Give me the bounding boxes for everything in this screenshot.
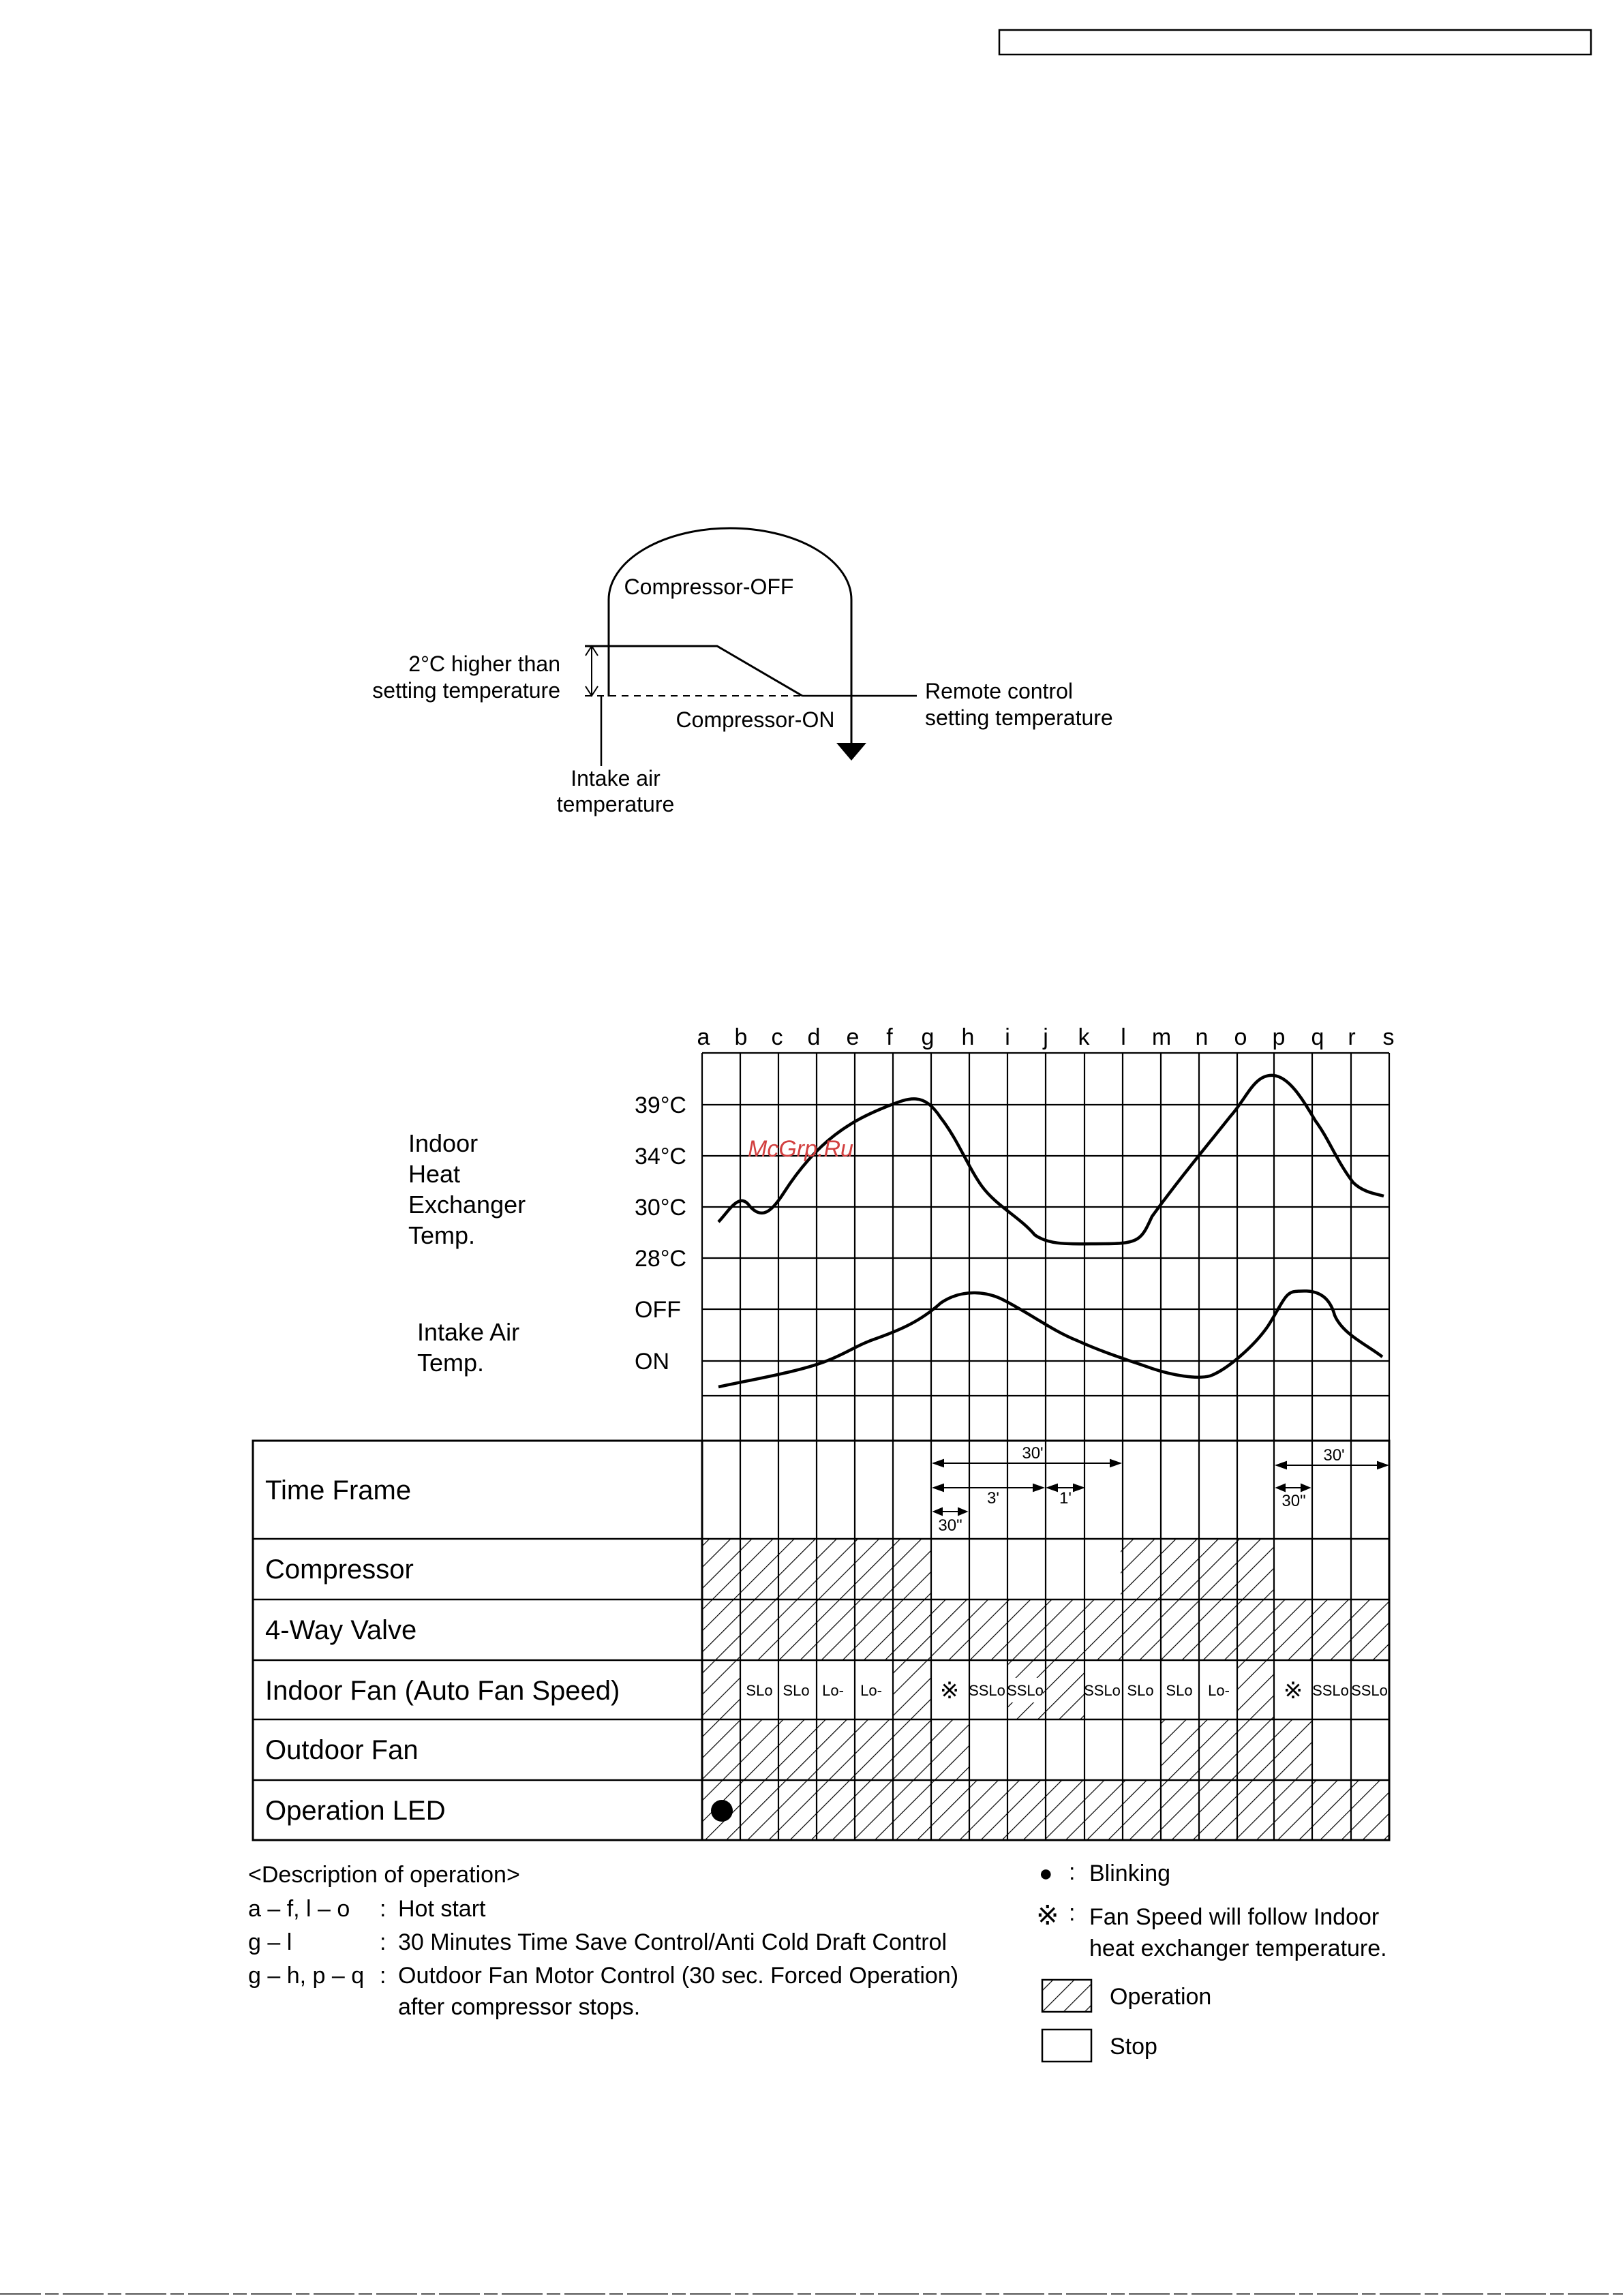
frame-30sec-2: 30" [1281, 1492, 1306, 1510]
column-letter: a [697, 1024, 710, 1050]
level-on: ON [635, 1349, 669, 1375]
intake-air-label-line: Temp. [417, 1349, 485, 1377]
legend-stop-swatch [1042, 2030, 1091, 2062]
higher-label-line2: setting temperature [372, 678, 560, 703]
fan-speed-label: Lo- [860, 1682, 882, 1699]
legend-operation-swatch [1042, 1980, 1091, 2012]
description-text: Outdoor Fan Motor Control (30 sec. Forced Operation) [398, 1963, 959, 1989]
watermark: McGrp.Ru [748, 1136, 853, 1162]
intake-label-line2: temperature [556, 792, 675, 816]
column-letter: r [1348, 1024, 1356, 1050]
hex-label-line: Indoor [408, 1129, 479, 1157]
frame-1min: 1' [1059, 1489, 1072, 1507]
legend-stop-text: Stop [1110, 2034, 1157, 2060]
description-range: a – f, l – o [248, 1896, 350, 1922]
fan-speed-label: SSLo [1084, 1682, 1121, 1699]
legend-operation-text: Operation [1110, 1984, 1212, 2010]
fan-speed-label: SSLo [1007, 1682, 1044, 1699]
blinking-led-dot [711, 1800, 733, 1822]
column-letter: o [1234, 1024, 1247, 1050]
fan-speed-label: SLo [1127, 1682, 1154, 1699]
column-letter: c [771, 1024, 783, 1050]
description-text: Hot start [398, 1896, 486, 1922]
column-letter: n [1195, 1024, 1209, 1050]
legend-blinking-text: Blinking [1089, 1861, 1171, 1886]
remote-label-line1: Remote control [925, 679, 1073, 703]
column-letter: d [807, 1024, 821, 1050]
hex-label-line: Exchanger [408, 1191, 526, 1219]
column-letter: b [734, 1024, 748, 1050]
description-text: 30 Minutes Time Save Control/Anti Cold Draft Control [398, 1929, 947, 1955]
legend-note-colon: : [1069, 1900, 1076, 1926]
legend-note-symbol: ※ [1036, 1901, 1059, 1931]
fan-speed-label: ※ [939, 1678, 960, 1704]
intake-label-line1: Intake air [571, 766, 661, 791]
column-letter: f [886, 1024, 893, 1050]
down-arrow-icon [836, 743, 866, 761]
fan-speed-label: SLo [746, 1682, 773, 1699]
temp-level-34: 34°C [635, 1144, 686, 1169]
frame-30min-2: 30' [1323, 1446, 1345, 1465]
indoor-fan-span [702, 1660, 740, 1719]
row-label-indoor-fan: Indoor Fan (Auto Fan Speed) [265, 1676, 620, 1706]
indoor-fan-span [893, 1660, 931, 1719]
indoor-fan-span [1237, 1660, 1274, 1719]
higher-label-line1: 2°C higher than [408, 652, 560, 676]
header-box [999, 30, 1591, 55]
row-label-outdoor-fan: Outdoor Fan [265, 1735, 419, 1765]
row-label-compressor: Compressor [265, 1555, 414, 1585]
column-letter: h [961, 1024, 975, 1050]
description-text: after compressor stops. [398, 1994, 641, 2020]
column-letter: g [921, 1024, 935, 1050]
row-label-4-way-valve: 4-Way Valve [265, 1615, 417, 1645]
description-range: g – l [248, 1929, 292, 1955]
compressor-off-label: Compressor-OFF [624, 575, 794, 599]
column-letter: s [1382, 1024, 1395, 1050]
column-letter: e [846, 1024, 860, 1050]
temp-level-39: 39°C [635, 1092, 686, 1118]
frame-30sec: 30" [938, 1516, 962, 1535]
column-letters [697, 1024, 1395, 1050]
column-letter: i [1005, 1024, 1010, 1050]
temperature-curves [718, 1075, 1384, 1387]
outdoor-fan-span [702, 1719, 969, 1780]
temp-level-28: 28°C [635, 1246, 686, 1272]
description-title: <Description of operation> [248, 1862, 520, 1888]
description-range: g – h, p – q [248, 1963, 365, 1989]
fan-speed-label: SLo [1166, 1682, 1193, 1699]
fan-speed-label: SLo [783, 1682, 810, 1699]
row-label-operation-led: Operation LED [265, 1796, 446, 1826]
fan-speed-label: ※ [1283, 1678, 1303, 1704]
column-letter: p [1272, 1024, 1286, 1050]
temp-level-30: 30°C [635, 1195, 686, 1221]
setting-curve [585, 646, 802, 696]
intake-temp-curve [718, 1291, 1382, 1387]
fan-speed-label: SSLo [1351, 1682, 1388, 1699]
column-letter: j [1043, 1024, 1048, 1050]
legend-note-line2: heat exchanger temperature. [1089, 1935, 1387, 1961]
fan-speed-label: SSLo [969, 1682, 1005, 1699]
column-letter: l [1121, 1024, 1126, 1050]
fan-speed-label: SSLo [1312, 1682, 1349, 1699]
intake-air-label-line: Intake Air [417, 1318, 520, 1346]
description-colon: : [380, 1929, 386, 1955]
description-colon: : [380, 1896, 386, 1922]
column-letter: k [1078, 1024, 1090, 1050]
compressor-on-label: Compressor-ON [676, 707, 835, 732]
column-letter: m [1151, 1024, 1172, 1050]
fan-speed-label: Lo- [1208, 1682, 1230, 1699]
description-colon: : [380, 1963, 386, 1989]
description-items [248, 1896, 958, 2020]
frame-30min: 30' [1022, 1444, 1044, 1463]
frame-3min: 3' [987, 1489, 999, 1507]
hex-label-line: Temp. [408, 1221, 476, 1249]
row-label-time-frame: Time Frame [265, 1475, 412, 1505]
hex-label-line: Heat [408, 1160, 461, 1188]
legend-blinking-colon: : [1069, 1859, 1076, 1885]
fan-speed-label: Lo- [822, 1682, 844, 1699]
level-off: OFF [635, 1297, 681, 1323]
legend-blinking-symbol: ● [1039, 1861, 1053, 1886]
column-letter: q [1311, 1024, 1324, 1050]
remote-label-line2: setting temperature [925, 705, 1113, 730]
compressor-on-span [1121, 1539, 1274, 1599]
legend-note-line1: Fan Speed will follow Indoor [1089, 1904, 1380, 1930]
